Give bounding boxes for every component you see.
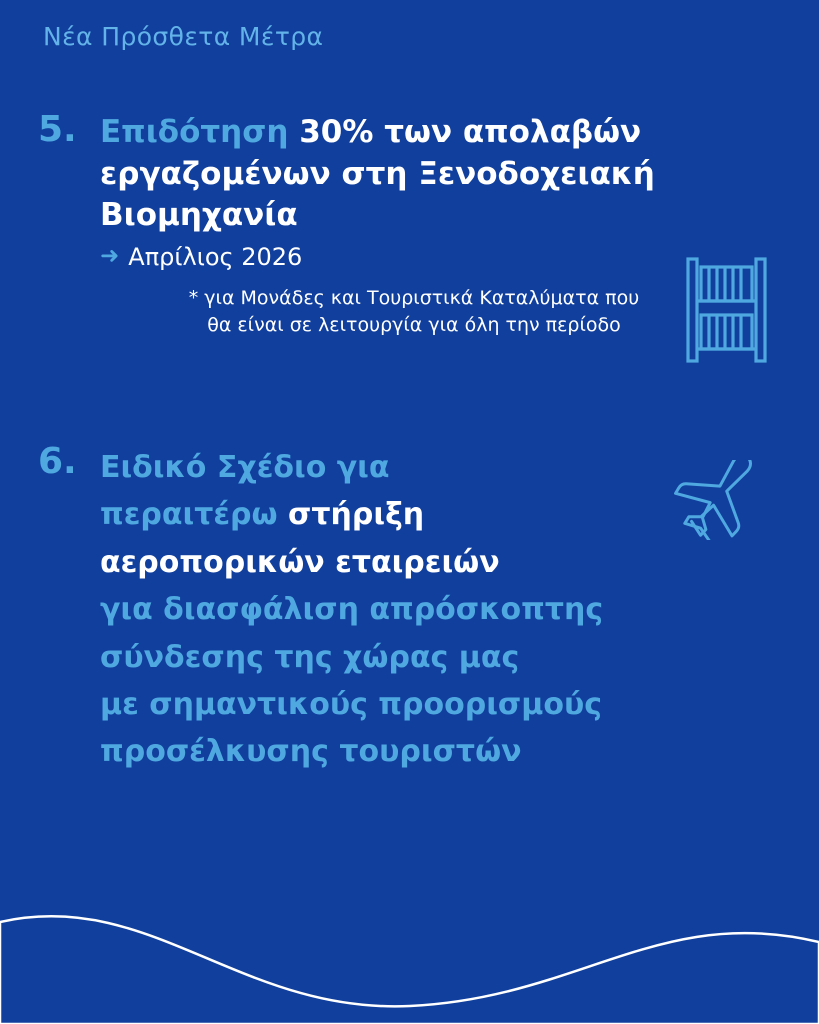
measure-5-note xyxy=(134,285,694,340)
bunk-bed-icon xyxy=(682,255,774,365)
measure-5-line2: εργαζομένων στη Ξενοδοχειακή xyxy=(100,155,655,192)
measure-6-line6: με σημαντικούς προορισμούς xyxy=(100,686,602,722)
measure-6-line3: αεροπορικών εταιρειών xyxy=(100,544,500,580)
measure-6-line1: Ειδικό Σχέδιο για xyxy=(100,450,390,485)
measure-6-line2-accent: περαιτέρω xyxy=(100,497,289,533)
measure-number-6: 6. xyxy=(38,441,77,482)
measure-5-line1-accent: Επιδότηση xyxy=(100,114,289,150)
measure-6-line7: προσέλκυσης τουριστών xyxy=(100,734,522,770)
measure-5-date-row xyxy=(100,243,778,271)
measure-text-5 xyxy=(100,112,778,237)
page-title: Νέα Πρόσθετα Μέτρα xyxy=(43,22,324,51)
measure-5-line1-rest: 30% των απολαβών xyxy=(288,114,642,150)
measure-number-5: 5. xyxy=(38,109,77,150)
measure-item-5 xyxy=(38,109,778,340)
arrow-right-icon: ➜ xyxy=(100,243,120,270)
measure-5-line3: Βιομηχανία xyxy=(100,197,298,234)
measure-6-line5: σύνδεσης της χώρας μας xyxy=(100,639,520,675)
measure-5-date: Απρίλιος 2026 xyxy=(128,242,303,271)
measure-5-note-line1: * για Μονάδες και Τουριστικά Καταλύματα που xyxy=(188,286,640,309)
measure-6-line4: για διασφάλιση απρόσκοπτης xyxy=(100,592,604,628)
measure-6-line2-rest: στήριξη xyxy=(288,497,425,533)
airplane-icon xyxy=(666,460,762,540)
measure-5-note-line2: θα είναι σε λειτουργία για όλη την περίοδο xyxy=(207,314,621,337)
decorative-wave xyxy=(0,884,819,1024)
